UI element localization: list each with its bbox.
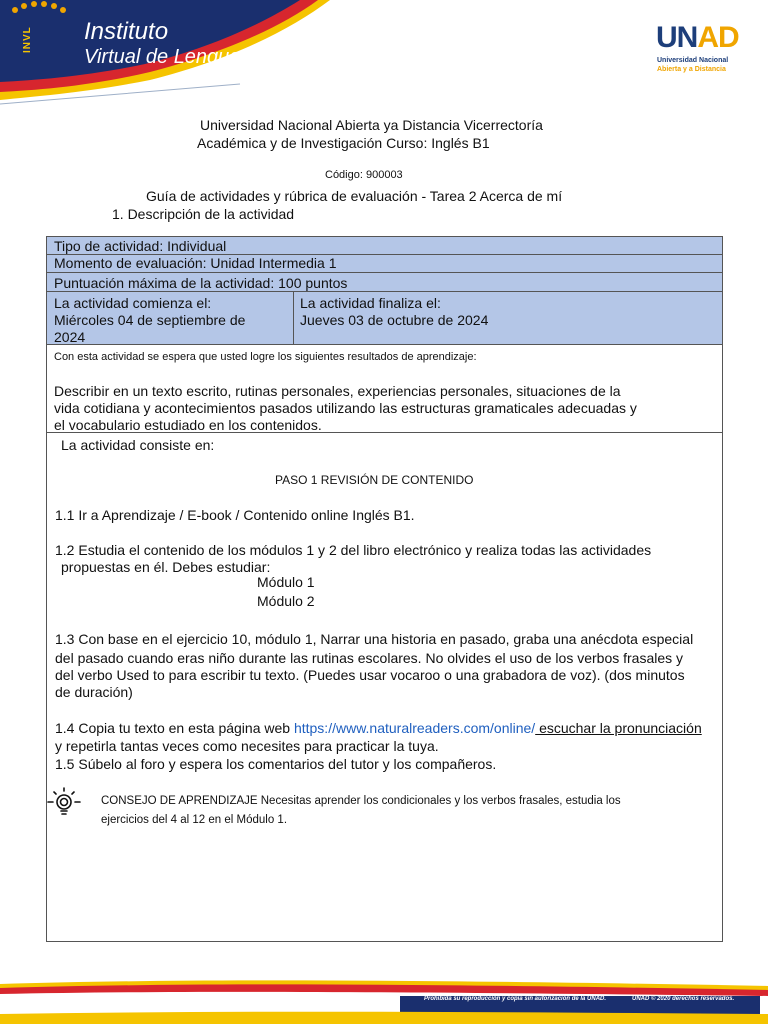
dates-divider [293,292,294,345]
course-code: Código: 900003 [325,169,403,181]
step-1-2-line-2: propuestas en él. Debes estudiar: [61,559,271,575]
module-2: Módulo 2 [257,593,315,609]
max-score-row [47,273,722,292]
tip-line-2: ejercicios del 4 al 12 en el Módulo 1. [101,814,288,826]
footer-notice: Prohibida su reproducción y copia sin autorización de la UNAD. [424,996,607,1002]
start-date-line-2: 2024 [54,329,86,345]
end-date: Jueves 03 de octubre de 2024 [300,312,489,328]
end-label: La actividad finaliza el: [300,295,441,311]
step-1-1: 1.1 Ir a Aprendizaje / E-book / Contenido online Inglés B1. [55,507,415,523]
step-1-4-text: 1.4 Copia tu texto en esta página web [55,720,294,736]
step-1-3-line-4: de duración) [55,684,133,700]
institute-name-line1: Instituto [84,18,169,45]
step-1-2-line-1: 1.2 Estudia el contenido de los módulos 1 y 2 del libro electrónico y realiza todas las actividades [55,542,652,558]
step-1-3-line-2: del pasado cuando eras niño durante las rutinas escolares. No olvides el uso de los verbos frasales y [55,650,684,666]
institute-side-label: INVL [22,26,33,54]
activity-type-row [47,237,722,255]
heading-line-2: Académica y de Investigación Curso: Inglés B1 [197,135,490,151]
unad-logo-icon [0,0,100,70]
evaluation-moment-row [47,255,722,273]
module-1: Módulo 1 [257,574,315,590]
naturalreaders-link[interactable]: https://www.naturalreaders.com/online/ [293,720,536,736]
outcomes-intro: Con esta actividad se espera que usted logre los siguientes resultados de aprendizaje: [54,351,477,363]
unad-logo-subtitle-2: Abierta y a Distancia [657,66,726,73]
max-score: Puntuación máxima de la actividad: 100 puntos [54,275,348,291]
footer-copyright: UNAD © 2020 derechos reservados. [632,996,735,1002]
step-1-4-line-1 [55,720,740,738]
institute-name-line2: Virtual de Lenguas [84,46,251,68]
header-banner [0,0,768,112]
activity-table [46,236,723,942]
step-1-4-text-after: escuchar la pronunciación [535,720,702,736]
activity-type: Tipo de actividad: Individual [54,238,227,254]
tip-line-1: CONSEJO DE APRENDIZAJE Necesitas aprender los condicionales y los verbos frasales, estudia los [101,795,621,807]
section-title: 1. Descripción de la actividad [112,206,295,222]
unad-logo-subtitle-1: Universidad Nacional [657,57,729,64]
step-1-3-line-1: 1.3 Con base en el ejercicio 10, módulo 1, Narrar una historia en pasado, graba una anécdota especial [55,631,694,647]
outcomes-row [47,345,722,433]
outcome-line-3: el vocabulario estudiado en los contenidos. [54,417,322,433]
lightbulb-tip-icon [45,785,81,821]
evaluation-moment: Momento de evaluación: Unidad Intermedia 1 [54,255,337,271]
dates-row [47,292,722,345]
step-title: PASO 1 REVISIÓN DE CONTENIDO [275,473,474,487]
heading-line-1: Universidad Nacional Abierta ya Distancia Vicerrectoría [200,117,543,133]
outcome-line-1: Describir en un texto escrito, rutinas personales, experiencias personales, situaciones de la [54,383,621,399]
start-date-line-1: Miércoles 04 de septiembre de [54,312,246,328]
step-1-5: 1.5 Súbelo al foro y espera los comentarios del tutor y los compañeros. [55,756,497,772]
step-1-3-line-3: del verbo Used to para escribir tu texto. (Puedes usar vocaroo o una grabadora de voz). (dos minutos [55,667,685,683]
outcome-line-2: vida cotidiana y acontecimientos pasados utilizando las estructuras gramaticales adecuadas y [54,400,637,416]
start-label: La actividad comienza el: [54,295,212,311]
unad-logo-word: UNAD [656,21,739,54]
step-1-4-line-2: y repetirla tantas veces como necesites para practicar la tuya. [55,738,439,754]
activity-consists: La actividad consiste en: [61,437,215,453]
guide-title: Guía de actividades y rúbrica de evaluación - Tarea 2 Acerca de mí [146,188,563,204]
